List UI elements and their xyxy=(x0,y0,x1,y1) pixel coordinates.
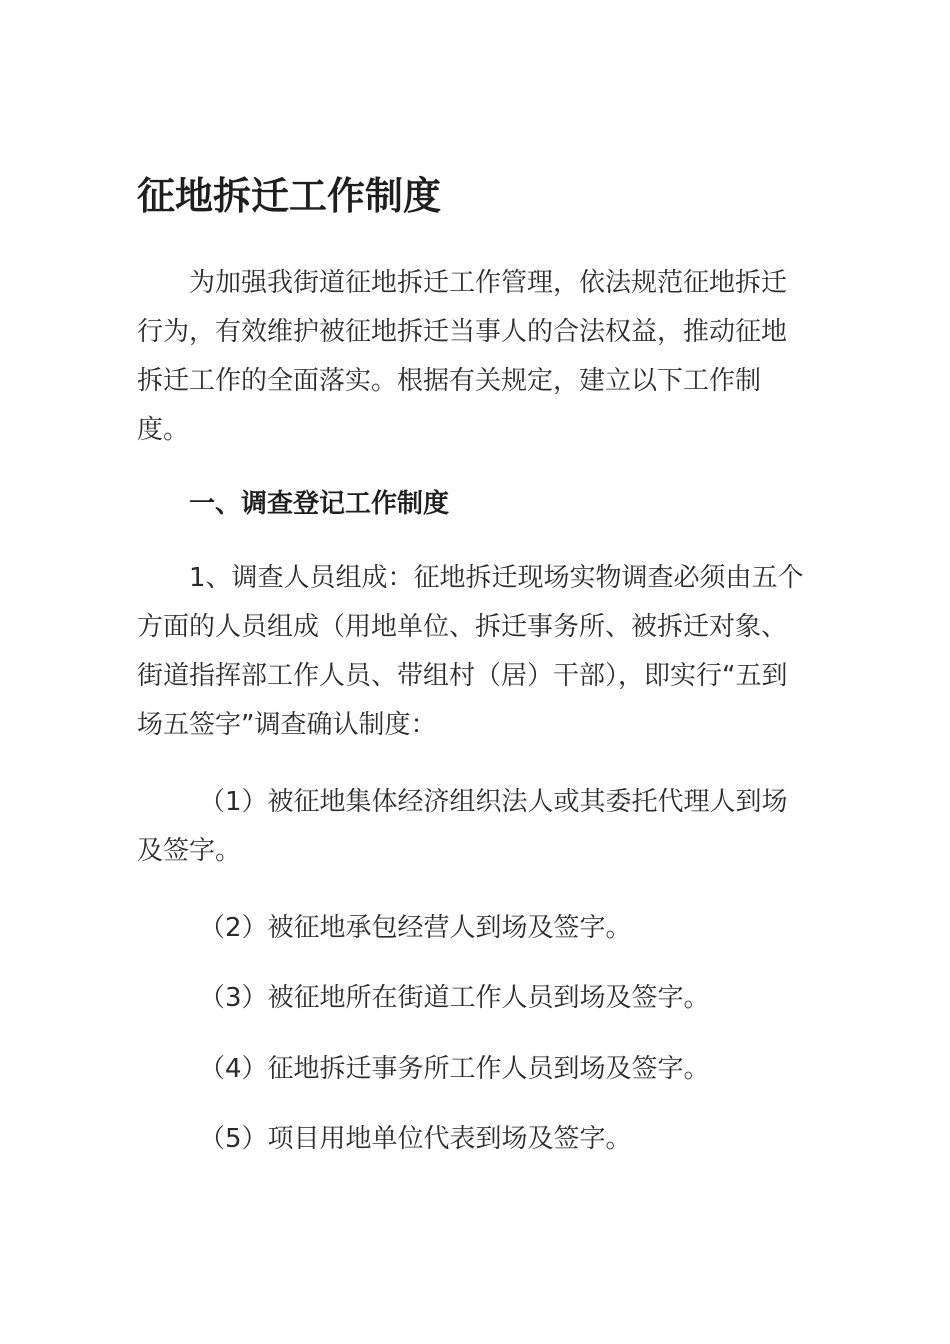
sub-item-1: （1）被征地集体经济组织法人或其委托代理人到场及签字。 xyxy=(137,787,788,866)
sub-item-2: （2）被征地承包经营人到场及签字。 xyxy=(199,913,632,943)
section-heading: 一、调查登记工作制度 xyxy=(189,489,450,519)
intro-paragraph: 为加强我街道征地拆迁工作管理，依法规范征地拆迁行为，有效维护被征地拆迁当事人的合法权益，推动征地拆迁工作的全面落实。根据有关规定，建立以下工作制度。 xyxy=(137,268,788,445)
sub-item-5: （5）项目用地单位代表到场及签字。 xyxy=(199,1124,632,1154)
item-1-paragraph: 1、调查人员组成：征地拆迁现场实物调查必须由五个方面的人员组成（用地单位、拆迁事务所、被拆迁对象、街道指挥部工作人员、带组村（居）干部），即实行“五到场五签字”调查确认制度： xyxy=(137,563,804,740)
sub-item-3: （3）被征地所在街道工作人员到场及签字。 xyxy=(199,983,710,1013)
document-title: 征地拆迁工作制度 xyxy=(137,174,442,218)
sub-item-4: （4）征地拆迁事务所工作人员到场及签字。 xyxy=(199,1054,710,1084)
